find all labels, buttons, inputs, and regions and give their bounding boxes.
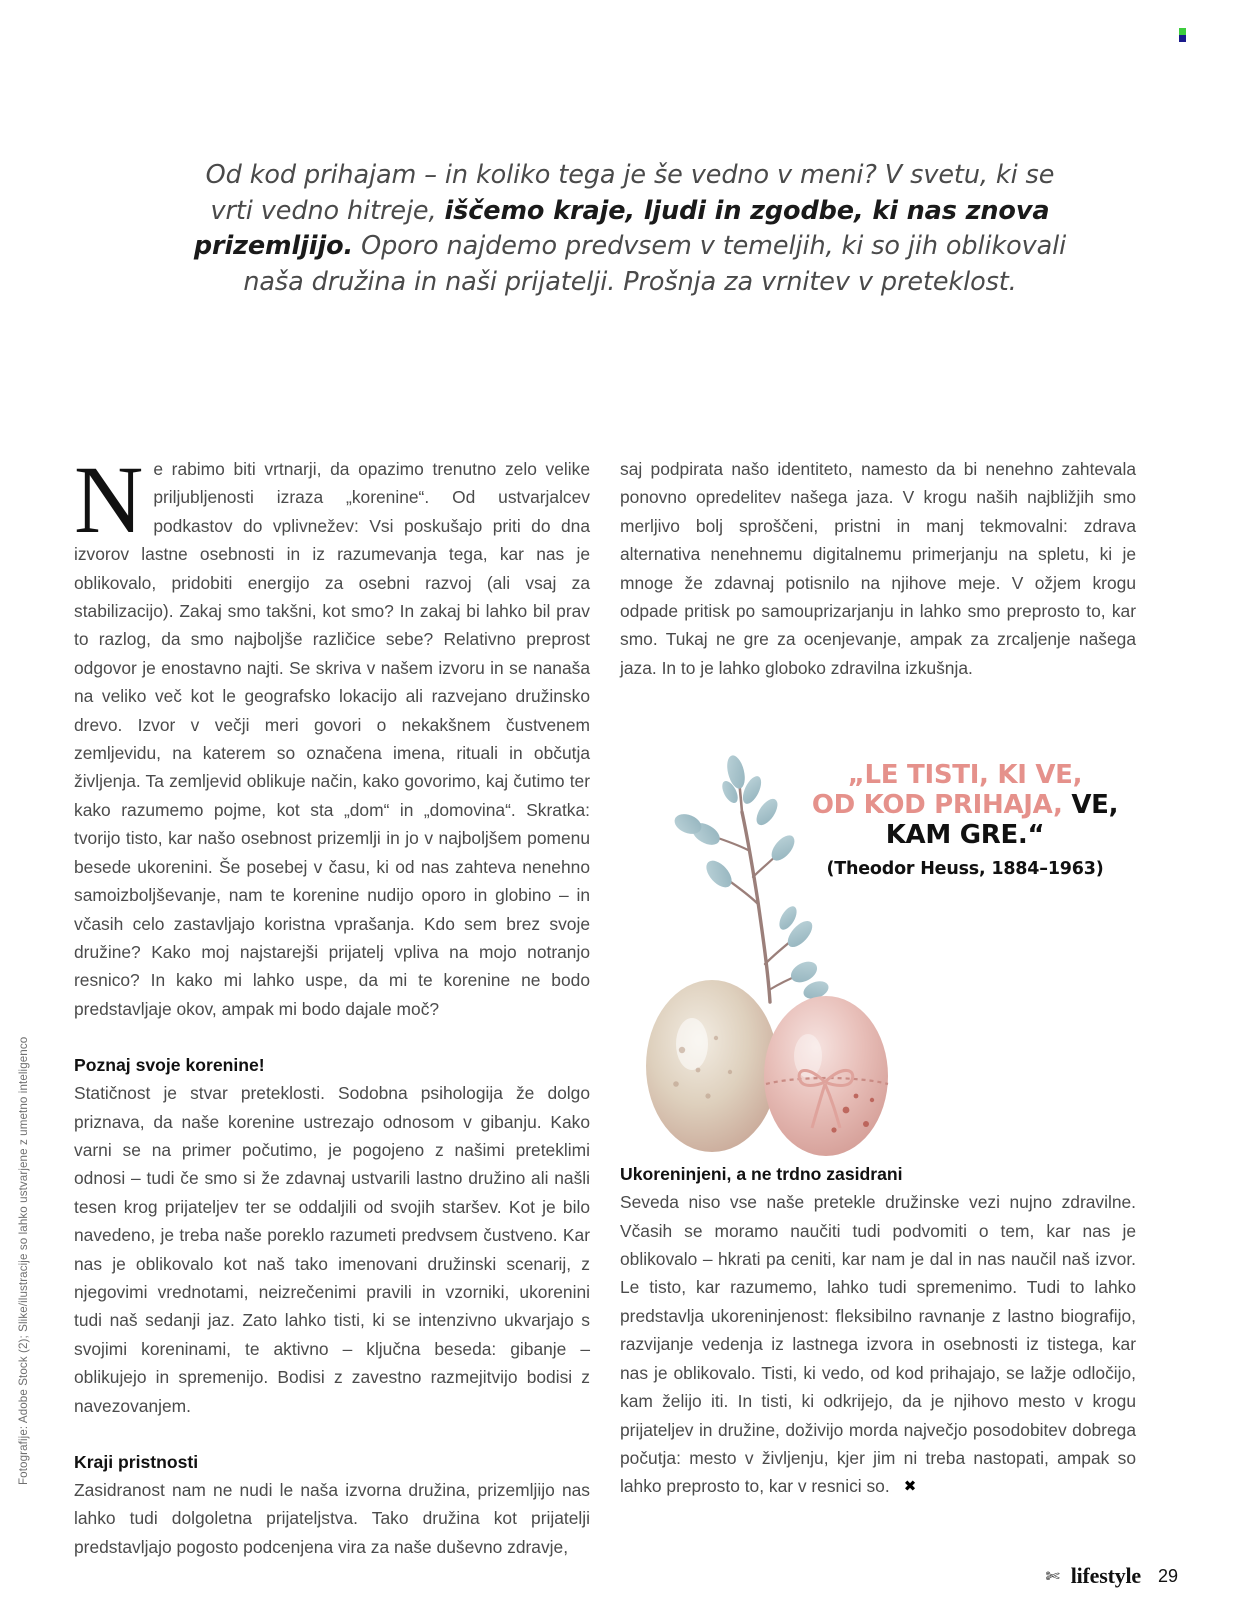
branch-group xyxy=(712,780,799,1002)
left-subheading-2: Kraji pristnosti xyxy=(74,1452,199,1472)
pull-quote-line-2-dark: VE, xyxy=(1062,790,1119,820)
illustration-figure xyxy=(620,672,1136,1162)
right-paragraph-2 xyxy=(620,1188,1136,1501)
pull-quote-line-2-accent: OD KOD PRIHAJA, xyxy=(811,790,1063,820)
right-paragraph-1: saj podpirata našo identiteto, namesto da bi nenehno zahtevala ponovno opredelitev našega jaza. V krogu naših najbližjih smo merljivo bolj sproščeni, pristni in manj tekmovalni: zdrava alternativa nenehnemu digitalnemu primerjanju na spletu, ki je mnoge že zdavnaj potisnilo na njihove meje. V ožjem krogu odpade pritisk po samouprizarjanju in lahko smo preprosto to, kar smo. Tukaj ne gre za ocenjevanje, ampak za zrcaljenje našega jaza. In to je lahko globoko zdravilna izkušnja. xyxy=(620,459,1136,678)
article-left-column xyxy=(74,446,590,1561)
bowtie-icon: ✄ xyxy=(1045,1566,1060,1586)
pull-quote xyxy=(800,760,1130,879)
pull-quote-line-3: KAM GRE.“ xyxy=(885,820,1045,850)
reg-swatch-1 xyxy=(1172,28,1179,35)
left-subheading-1: Poznaj svoje korenine! xyxy=(74,1055,265,1076)
right-subheading-1: Ukoreninjeni, a ne trdno zasidrani xyxy=(620,1164,903,1185)
lede-part-1: Od kod prihajam – in koliko tega je še vedno v meni? V svetu, ki se vrti vedno hitreje, xyxy=(205,160,1055,226)
magazine-brand: lifestyle xyxy=(1070,1563,1141,1588)
lede-emphasis: iščemo kraje, ljudi in zgodbe, ki nas znova prizemljijo. xyxy=(193,195,1050,261)
pull-quote-line-2 xyxy=(800,790,1130,820)
page-number: 29 xyxy=(1157,1565,1178,1586)
right-paragraph-2-text: Seveda niso vse naše pretekle družinske vezi nujno zdravilne. Včasih se moramo naučiti tudi podvomiti o tem, kar nas je oblikovalo – hkrati pa ceniti, kar nam je dal in nas naučil naš izvor. Le tisto, kar razumemo, lahko tudi spremenimo. Tudi to lahko predstavlja ukoreninjenost: fleksibilno ravnanje z lastno biografijo, razvijanje vedenja iz lastnega izvora in osebnosti iz tistega, kar nas je oblikovalo. Tisti, ki vedo, od kod prihajajo, se lažje odločijo, kam želijo iti. In tisti, ki odkrijejo, da je njihovo mesto v krogu prijateljev in družine, doživijo morda največjo posodobitev dobrega počutja: mesto v življenju, kjer jim ni treba nastopati, ampak so lahko preprosto to, kar v resnici so. xyxy=(620,1192,1136,1497)
article-end-mark: ✖ xyxy=(903,1478,917,1496)
left-paragraph-3: Zasidranost nam ne nudi le naša izvorna družina, prizemljijo nas lahko tudi dolgoletna prijateljstva. Tako družina kot prijatelji predstavljajo pogosto podcenjena vira za naše duševno zdravje, xyxy=(74,1480,590,1557)
registration-color-mark xyxy=(1172,28,1186,42)
left-paragraph-1: Ne rabimo biti vrtnarji, da opazimo trenutno zelo velike priljubljenosti izraza „korenine“. Od ustvarjalcev podkastov do vplivnežev: Vsi poskušajo priti do dna izvorov lastne osebnosti in iz razumevanja tega, kar nas je oblikovalo, pridobiti energijo za osebni razvoj (ali vsaj za stabilizacijo). Zakaj smo takšni, kot smo? In zakaj bi lahko bil prav to razlog, da smo najboljše različice sebe? Relativno preprost odgovor je enostavno najti. Se skriva v našem izvoru in se nanaša na veliko več kot le geografsko lokacijo ali razvejano družinsko drevo. Izvor v večji meri govori o nekakšnem čustvenem zemljevidu, na katerem so označena imena, rituali in občutja življenja. Ta zemljevid oblikuje način, kako govorimo, kaj čutimo ter kako razumemo pojme, kot sta „dom“ in „domovina“. Skratka: tvorijo tisto, kar našo osebnost prizemlji in jo v najboljšem pomenu besede ukorenini. Še posebej v času, ki od nas zahteva nenehno samoizboljševanje, nam te korenine nudijo oporo in globino – in včasih celo zastavljajo koristna vprašanja. Kdo sem brez svoje družine? Kako moj najstarejši prijatelj vpliva na mojo notranjo resnico? In kako mi lahko uspe, da mi te korenine ne bodo predstavljaje okov, ampak mi bodo dajale moč? xyxy=(74,446,590,1019)
pull-quote-line-1: „LE TISTI, KI VE, xyxy=(847,760,1083,790)
photo-credit: Fotografije: Adobe Stock (2); Slike/ilustracije so lahko ustvarjene z umetno inteligenco xyxy=(17,1036,30,1485)
pull-quote-attribution: (Theodor Heuss, 1884–1963) xyxy=(826,859,1104,879)
egg-left xyxy=(646,980,778,1152)
page-footer xyxy=(1045,1563,1178,1589)
watercolor-eggs-branch-illustration xyxy=(620,672,950,1162)
reg-swatch-3 xyxy=(1172,35,1179,42)
left-paragraph-2: Statičnost je stvar preteklosti. Sodobna psihologija že dolgo priznava, da naše korenine ustrezajo odnosom v gibanju. Kako varni se na primer počutimo, je pogojeno z našimi preteklimi odnosi – tudi če smo si že zdavnaj ustvarili lastno družino ali našli tesen krog prijateljev ter se oddaljili od svojih staršev. Kot je bilo navedeno, je treba naše poreklo razumeti predvsem čustveno. Kar nas je oblikovalo kot naš tako imenovani družinski scenarij, z njegovimi vrednotami, neizrečenimi pravili in vzorniki, ukorenini tudi naš sedanji jaz. Zato lahko tisti, ki se intenzivno ukvarjajo s svojimi koreninami, te aktivno – ključna beseda: gibanje – oblikujejo in spremenijo. Bodisi z zavestno razmejitvijo bodisi z navezovanjem. xyxy=(74,1083,590,1416)
reg-swatch-2 xyxy=(1179,28,1186,35)
reg-swatch-4 xyxy=(1179,35,1186,42)
egg-right xyxy=(764,996,888,1156)
lede-part-2: Oporo najdemo predvsem v temeljih, ki so jih oblikovali naša družina in naši prijatelji. Prošnja za vrnitev v preteklost. xyxy=(243,231,1067,297)
article-lede xyxy=(190,158,1070,300)
